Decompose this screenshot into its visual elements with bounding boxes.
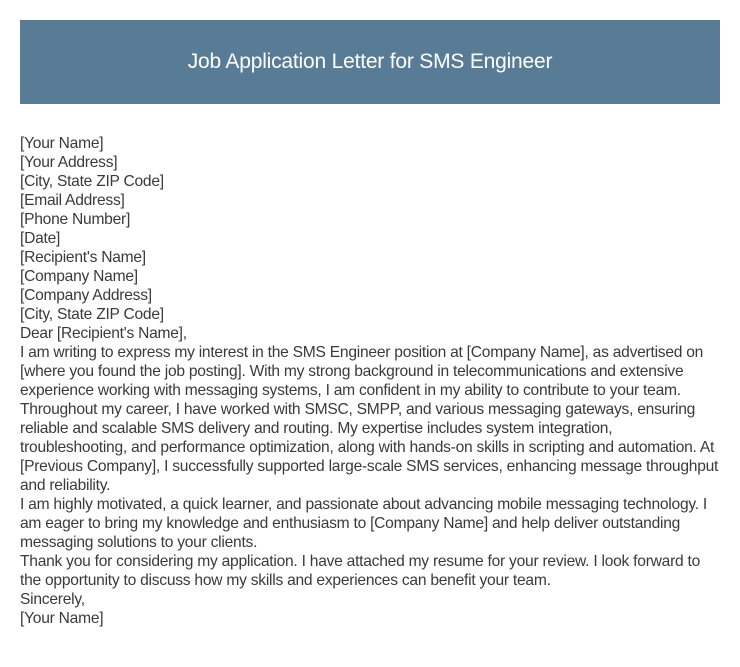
- sender-email: [Email Address]: [20, 192, 125, 209]
- closing: Sincerely,: [20, 591, 85, 608]
- letter-date: [Date]: [20, 230, 61, 247]
- recipient-company: [Company Name]: [20, 268, 138, 285]
- sender-city-state-zip: [City, State ZIP Code]: [20, 173, 164, 190]
- paragraph-intro: I am writing to express my interest in the SMS Engineer position at [Company Name], as advertised on [where you found the job posting]. With my strong background in telecommunications and extensive experience working with messaging systems, I am confident in my ability to contribute to your team.: [20, 344, 704, 399]
- header-banner: [20, 20, 720, 104]
- paragraph-closing: Thank you for considering my application. I have attached my resume for your review. I look forward to the opportunity to discuss how my skills and experiences can benefit your team.: [20, 553, 701, 589]
- letter-body: [20, 134, 722, 628]
- sender-phone: [Phone Number]: [20, 211, 131, 228]
- paragraph-experience: Throughout my career, I have worked with SMSC, SMPP, and various messaging gateways, ensuring reliable and scalable SMS delivery and routing. My expertise includes system integration, troubleshooting, and performance optimization, along with hands-on skills in scripting and automation. At [Previous Company], I successfully supported large-scale SMS services, enhancing message throughput and reliability.: [20, 401, 719, 494]
- sender-name: [Your Name]: [20, 135, 104, 152]
- recipient-company-address: [Company Address]: [20, 287, 152, 304]
- paragraph-motivation: I am highly motivated, a quick learner, and passionate about advancing mobile messaging technology. I am eager to bring my knowledge and enthusiasm to [Company Name] and help deliver outstanding messaging solutions to your clients.: [20, 496, 708, 551]
- recipient-city-state-zip: [City, State ZIP Code]: [20, 306, 164, 323]
- recipient-name: [Recipient's Name]: [20, 249, 146, 266]
- salutation: Dear [Recipient's Name],: [20, 325, 187, 342]
- signature: [Your Name]: [20, 610, 104, 627]
- page-title: Job Application Letter for SMS Engineer: [187, 50, 553, 73]
- sender-address: [Your Address]: [20, 154, 118, 171]
